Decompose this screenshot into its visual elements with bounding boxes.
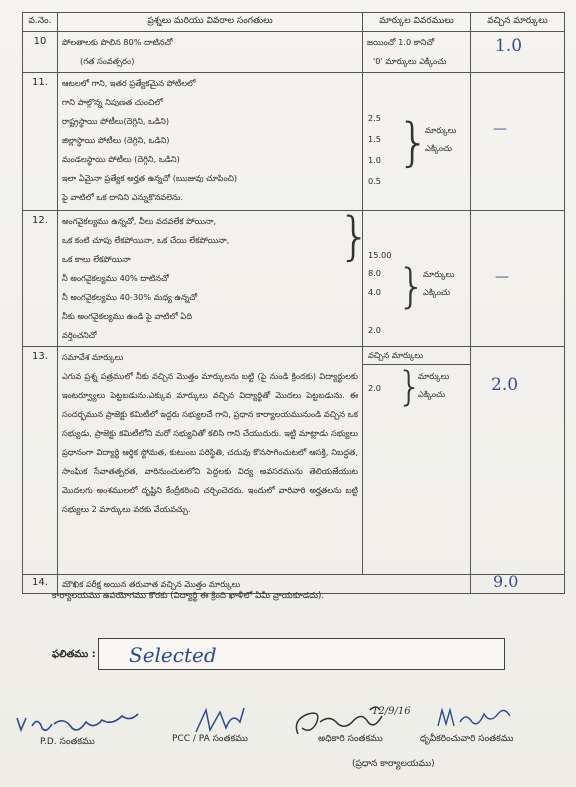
- marks-note: ఎక్కించు: [423, 287, 451, 297]
- signature-label-officer: అధికారి సంతకము: [318, 734, 383, 744]
- marks-value: 1.5: [368, 134, 382, 144]
- header-awarded: వచ్చిన మార్కులు: [471, 13, 565, 32]
- awarded-value: 9.0: [493, 572, 519, 591]
- marks-value: 2.5: [368, 113, 382, 123]
- signature-label-verifier: ధృవీకరించువారి సంతకము: [420, 734, 514, 744]
- office-use-note: కార్యాలయము ఉపయోగము కొరకు (విద్యార్థి ఈ క్రింది ఖాళీలో ఏమీ వ్రాయకూడదు).: [52, 591, 325, 601]
- marks-line: '0' మార్కులు ఎక్కించు: [373, 56, 447, 66]
- row-line: మండలస్థాయి పోటీలు (దెగ్గిని, ఒడిని): [62, 154, 180, 164]
- row-description: [58, 207, 372, 347]
- head-office-label: (ప్రధాన కార్యాలయము): [352, 759, 435, 769]
- awarded-cell: [471, 73, 565, 211]
- result-box: [98, 638, 505, 670]
- table-row: [23, 347, 565, 575]
- row-line: పై వాటిలో ఒక దానిని ఎన్నుకొనవలెను.: [62, 192, 184, 202]
- row-marks: [363, 347, 471, 575]
- header-marks: మార్కుల వివరములు: [363, 13, 471, 32]
- marks-note: ఎక్కించు: [418, 389, 446, 399]
- row-paragraph: ఎగువ ప్రశ్న పత్రములో నీకు వచ్చిన మొత్తం మార్కులను బట్టి (పై నుండి క్రిందకు) విద్యార్థులకు ఇంటర్వ్యూలు పెట్టబడును.ఎక్కువ మార్కులు వచ్చిన విద్యార్థితో మొదలు పెట్టబడును. ఈ సందర్భమున ప్రాజెక్టు కమిటీలో ఇద్దరు సభ్యులచే గాని, ప్రధాన కార్యాలయమునుండి వచ్చిన ఒక సభ్యుడు, ప్రాజెక్టు కమిటీలోని మరో సభ్యునితో కలిసి గాని చేయుదురు. ఇట్టి మాట్లాడు సభ్యులు ప్రధానంగా విద్యార్థి ఆర్థిక స్థోమత, కుటుంబ పరిస్థితి, చదువు కొనసాగించుటలో ఆసక్తి, నిబద్ధత, సాంఘిక సేవాతత్పరత, వారినుంచుటలోని పెద్దలకు విద్య అవసరమును తెలియజేయుట మొదలగు అంశములలో దృష్టిని కేంద్రీకరించి చర్చించెదరు. ఇందులో వారివారి అర్హతలను బట్టి సభ్యులు 2 మార్కులు వరకు వేయవచ్చు.: [62, 371, 358, 514]
- header-sno: వ.నెం.: [23, 13, 58, 32]
- row-line: పోలతాలకు పొలిన 80% దాటినచో: [62, 37, 173, 47]
- row-line: మౌఖిక పరీక్ష అయిన తరువాత వచ్చిన మొత్తం మార్కులు: [62, 579, 241, 589]
- brace-icon: }: [397, 113, 431, 173]
- row-line: నీ అంగవైకల్యము 40-30% మధ్య ఉన్నచో: [62, 292, 198, 302]
- row-description: [58, 32, 363, 73]
- signature-pd: [14, 712, 164, 736]
- awarded-value: —: [493, 121, 507, 137]
- row-number: 11.: [23, 73, 58, 211]
- awarded-value: —: [495, 269, 509, 285]
- row-number: 12.: [23, 211, 58, 347]
- signature-date: 12/9/16: [372, 706, 411, 717]
- awarded-cell: [471, 211, 565, 347]
- marks-value: 2.0: [368, 383, 382, 393]
- row-line: నీకు అంగవైకల్యము ఉండి పై వాటిలో ఏది: [62, 311, 192, 321]
- table-row: [23, 32, 565, 73]
- marks-value: 4.0: [368, 287, 382, 297]
- marks-value: 8.0: [368, 268, 382, 278]
- row-line: అంగవైకల్యము ఉన్నచో, వీలు వదవలేక పోయినా,: [62, 216, 217, 226]
- row-line: ఇలా ఏమైనా ప్రత్యేక అర్హత ఉన్నచో (ఋజువు చూపించి): [62, 173, 238, 183]
- signature-label-pd: P.D. సంతకము: [40, 737, 95, 747]
- marks-value: 2.0: [368, 325, 382, 335]
- row-number: 13.: [23, 347, 58, 575]
- awarded-value: 2.0: [491, 375, 519, 395]
- row-number: 10: [23, 32, 58, 73]
- marks-line: జయించో 1.0 కానిచో: [367, 37, 435, 47]
- signature-verifier: [436, 704, 516, 732]
- awarded-value: 1.0: [495, 36, 523, 56]
- marks-value: 1.0: [368, 155, 382, 165]
- table-row: [23, 73, 565, 211]
- marks-note: ఎక్కించు: [425, 143, 453, 153]
- awarded-cell: [471, 32, 565, 73]
- header-item: ప్రశ్నలు మరియు వివరాల సంగతులు: [58, 13, 363, 32]
- row-line: జిల్లాస్థాయి పోటీలు (దెగ్గిని, ఒడిని): [62, 135, 170, 145]
- signature-pcc: [192, 704, 252, 736]
- row-line: ఒక కంటి చూపు లేకపోయినా, ఒక చేయి లేకపోయినా,: [62, 235, 230, 245]
- row-marks: [363, 73, 471, 211]
- row-description: [58, 347, 363, 575]
- result-label: ఫలితము :: [52, 649, 96, 660]
- marks-value: 0.5: [368, 176, 382, 186]
- marks-note: మార్కులు: [425, 125, 457, 135]
- row-line: ఒక కాలు లేకపోయినా: [62, 254, 131, 264]
- table-header-row: [23, 13, 565, 32]
- row-line: ఆటలలో గాని, ఇతర ప్రత్యేకమైన పోటీలలో: [62, 78, 196, 88]
- row-line: గాని పాల్గొన్న నిపుణత చుంచిలో: [62, 97, 163, 107]
- marks-value: 15.00: [368, 250, 392, 260]
- row-title: సమావేశ మార్కులు: [62, 352, 124, 362]
- marks-note: మార్కులు: [423, 269, 455, 279]
- row-marks: [363, 32, 471, 73]
- marks-table: [22, 12, 565, 594]
- row-description: [58, 73, 363, 211]
- awarded-cell: [471, 347, 565, 575]
- awarded-cell: [471, 572, 565, 594]
- brace-icon: }: [397, 259, 427, 313]
- row-line: వర్తించనిచో: [62, 330, 97, 340]
- row-line: (గత సంవత్సరం): [80, 56, 135, 66]
- row-line: నీ అంగవైకల్యము 40% దాటినచో: [62, 273, 169, 283]
- result-value: Selected: [129, 643, 217, 667]
- row-line: రాష్ట్రస్థాయి పోటీలు(దెగ్గిని, ఒడిని): [62, 116, 170, 126]
- brace-icon: }: [397, 364, 423, 410]
- row-marks: [363, 211, 471, 347]
- row-number: 14.: [23, 575, 58, 594]
- marks-subheader: వచ్చిన మార్కులు: [363, 347, 470, 365]
- signature-label-pcc: PCC / PA సంతకము: [172, 734, 248, 744]
- marks-note: మార్కులు: [418, 371, 450, 381]
- table-row: [23, 211, 565, 347]
- brace-icon: }: [338, 207, 372, 267]
